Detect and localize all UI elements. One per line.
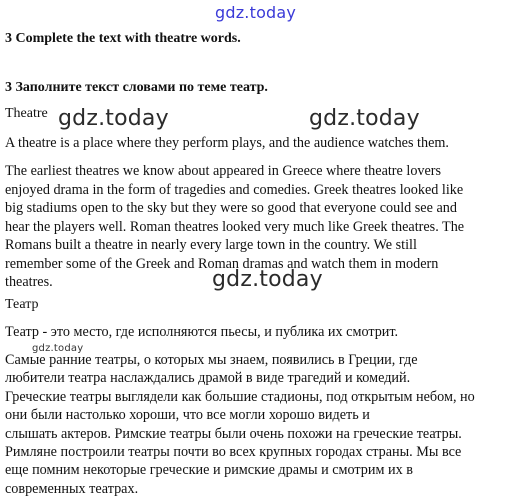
text-line: remember some of the Greek and Roman dramas and watch them in modern: [5, 255, 439, 272]
watermark-small: gdz.today: [32, 343, 84, 354]
text-line: big stadiums open to the sky but they were so good that everyone could see and: [5, 200, 457, 216]
text-line: A theatre is a place where they perform plays, and the audience watches them.: [5, 135, 449, 151]
watermark-right: gdz.today: [309, 106, 420, 131]
text-line: современных театрах.: [5, 480, 139, 497]
text-line: The earliest theatres we know about appeared in Greece where theatre lovers: [5, 163, 442, 179]
text-line: hear the players well. Roman theatres looked very much like Greek theatres. The: [5, 218, 465, 235]
text-line: еще помним некоторые греческие и римские драмы и смотрим их в: [5, 462, 413, 479]
text-line: Греческие театры выглядели как большие стадионы, под открытым небом, но: [5, 388, 475, 405]
english-definition: [5, 134, 510, 153]
watermark-middle: gdz.today: [212, 267, 323, 292]
russian-definition: [5, 323, 510, 342]
exercise-heading-english: 3 Complete the text with theatre words.: [5, 31, 241, 46]
watermark-top: gdz.today: [215, 3, 297, 22]
exercise-heading-russian: 3 Заполните текст словами по теме театр.: [5, 80, 268, 95]
text-line: они были настолько хороши, что все могли хорошо видеть и: [5, 407, 370, 424]
text-line: слышать актеров. Римские театры были очень похожи на греческие театры.: [5, 425, 462, 442]
theatre-label: Theatre: [5, 106, 48, 121]
text-line: Римляне построили театры почти во всех крупных городах страны. Мы все: [5, 444, 462, 461]
russian-paragraph: [5, 351, 510, 498]
text-line: Romans built a theatre in nearly every large town in the country. We still: [5, 237, 417, 253]
text-line: enjoyed drama in the form of tragedies and comedies. Greek theatres looked like: [5, 181, 464, 198]
text-line: theatres.: [5, 274, 53, 290]
text-line: Самые ранние театры, о которых мы знаем, появились в Греции, где: [5, 352, 418, 368]
teatr-label: Театр: [5, 297, 39, 312]
watermark-left: gdz.today: [58, 106, 169, 131]
text-line: любители театра наслаждались драмой в виде трагедий и комедий.: [5, 370, 411, 387]
text-line: Театр - это место, где исполняются пьесы, и публика их смотрит.: [5, 324, 399, 340]
